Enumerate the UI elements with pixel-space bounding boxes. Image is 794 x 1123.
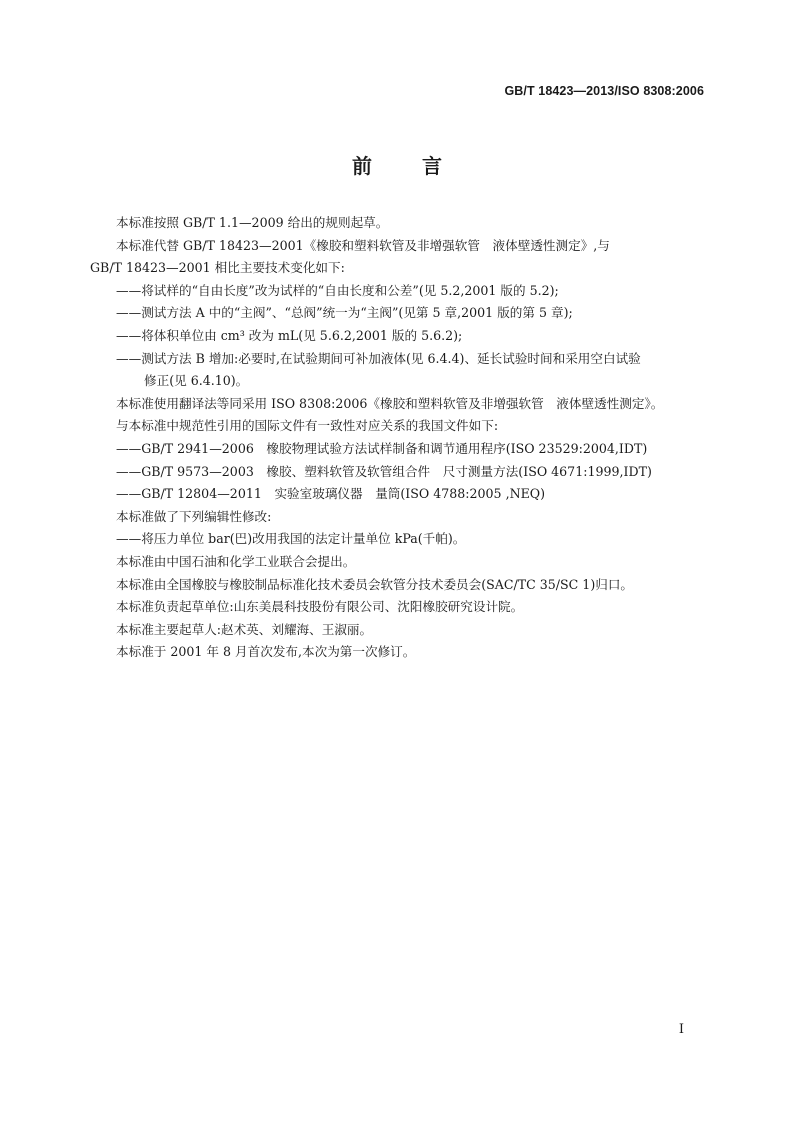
dash-list-item: ——GB/T 9573—2003 橡胶、塑料软管及软管组合件 尺寸测量方法(ISO 4671:1999,IDT) (116, 463, 652, 479)
paragraph-line: 本标准由中国石油和化学工业联合会提出。 (116, 553, 356, 569)
dash-list-item-continuation: 修正(见 6.4.10)。 (144, 373, 249, 389)
dash-list-item: ——GB/T 12804—2011 实验室玻璃仪器 量筒(ISO 4788:2005 ,NEQ) (116, 486, 546, 502)
paragraph-line: 与本标准中规范性引用的国际文件有一致性对应关系的我国文件如下: (116, 418, 499, 434)
dash-list-item: ——将压力单位 bar(巴)改用我国的法定计量单位 kPa(千帕)。 (116, 531, 466, 547)
dash-list-item: ——将试样的“自由长度”改为试样的“自由长度和公差”(见 5.2,2001 版的 5.2); (116, 282, 559, 298)
paragraph-line: 本标准主要起草人:赵术英、刘耀海、王淑丽。 (116, 621, 373, 637)
dash-list-item: ——将体积单位由 cm³ 改为 mL(见 5.6.2,2001 版的 5.6.2); (116, 327, 463, 343)
paragraph-line: 本标准于 2001 年 8 月首次发布,本次为第一次修订。 (116, 644, 416, 660)
paragraph-line: 本标准由全国橡胶与橡胶制品标准化技术委员会软管分技术委员会(SAC/TC 35/SC 1)归口。 (116, 576, 634, 592)
paragraph-line: 本标准代替 GB/T 18423—2001《橡胶和塑料软管及非增强软管 液体壁透性测定》,与 (116, 237, 610, 253)
page-number: I (678, 1022, 684, 1037)
page-title: 前言 (352, 154, 492, 178)
paragraph-line: 本标准负责起草单位:山东美晨科技股份有限公司、沈阳橡胶研究设计院。 (116, 599, 524, 615)
dash-list-item: ——测试方法 A 中的“主阀”、“总阀”统一为“主阀”(见第 5 章,2001 版的第 5 章); (116, 305, 573, 321)
foreword-body (90, 212, 705, 664)
paragraph-line: GB/T 18423—2001 相比主要技术变化如下: (90, 260, 345, 276)
paragraph-line: 本标准做了下列编辑性修改: (116, 508, 272, 524)
dash-list-item: ——测试方法 B 增加:必要时,在试验期间可补加液体(见 6.4.4)、延长试验时间和采用空白试验 (116, 350, 641, 366)
paragraph-line: 本标准按照 GB/T 1.1—2009 给出的规则起草。 (116, 215, 389, 230)
paragraph-line: 本标准使用翻译法等同采用 ISO 8308:2006《橡胶和塑料软管及非增强软管 液体壁透性测定》。 (116, 395, 664, 411)
dash-list-item: ——GB/T 2941—2006 橡胶物理试验方法试样制备和调节通用程序(ISO 23529:2004,IDT) (116, 440, 648, 456)
standard-code-header: GB/T 18423—2013/ISO 8308:2006 (504, 84, 704, 98)
